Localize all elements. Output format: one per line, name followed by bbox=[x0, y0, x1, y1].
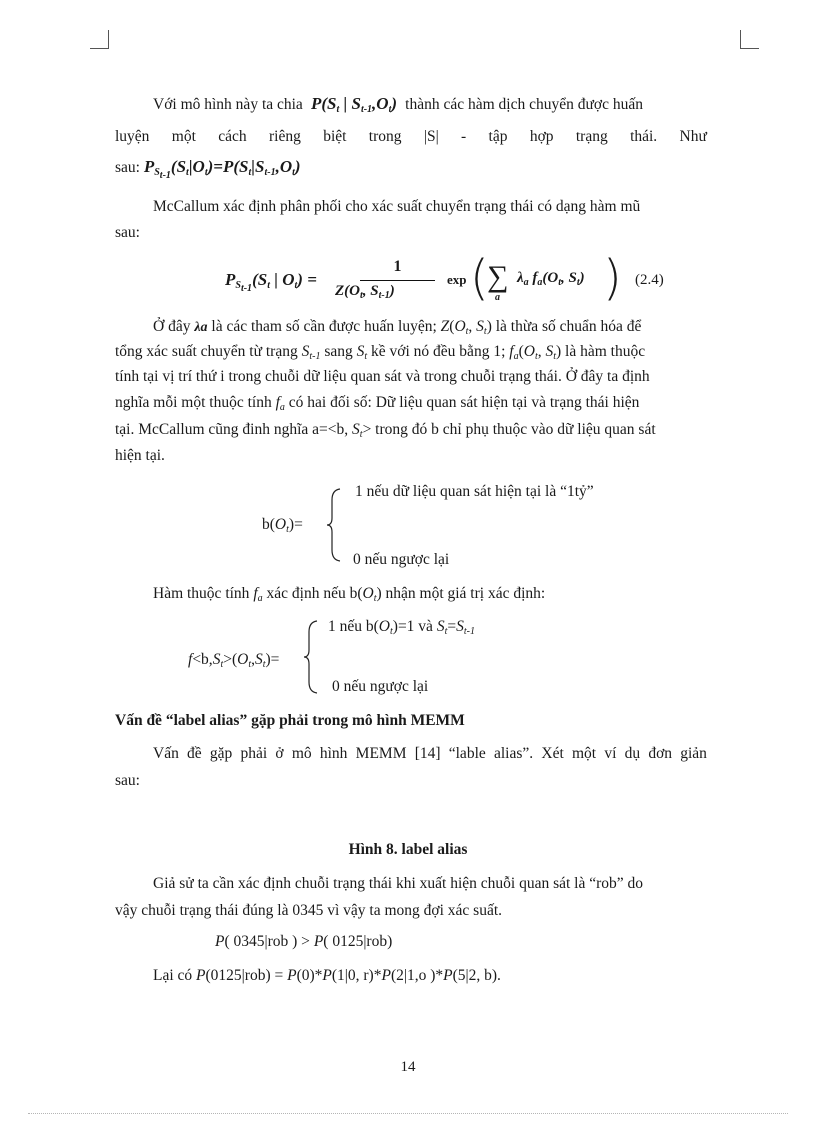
word: một bbox=[171, 128, 196, 145]
sum-index: a bbox=[495, 292, 500, 303]
para3-line3: tính tại vị trí thứ i trong chuỗi dữ liệu quan sát và trong chuỗi trạng thái. Ở đây ta định bbox=[115, 368, 650, 385]
case1-row2: 0 nếu ngược lại bbox=[353, 551, 450, 568]
word: Vấn bbox=[153, 745, 179, 762]
word: dụ bbox=[624, 745, 641, 762]
word: |S| bbox=[423, 128, 439, 145]
word: alias”. bbox=[493, 745, 534, 762]
word: hình bbox=[319, 745, 348, 762]
case2-row1: 1 nếu $b(O_t)=1$ và $S_t=S_{t-1}$ bbox=[328, 618, 475, 637]
word: [14] bbox=[414, 745, 441, 762]
word: gặp bbox=[209, 745, 233, 762]
word: giản bbox=[680, 745, 707, 762]
probability-inequality: P( 0345|rob ) > P( 0125|rob) bbox=[215, 933, 393, 950]
bottom-dotted-rule bbox=[28, 1113, 788, 1114]
para5-line2: sau: bbox=[115, 772, 140, 789]
para2-line2: sau: bbox=[115, 224, 140, 241]
para3-line2: tổng xác suất chuyển từ trạng $S_{t-1}$ sang $S_t$ kề với nó đều bằng 1; $f_a(O_t$, $S_t$) là hàm thuộc bbox=[115, 343, 646, 362]
para3-line4: nghĩa mỗi một thuộc tính $f_a$ có hai đối số: Dữ liệu quan sát hiện tại và trạng thái hiện bbox=[115, 394, 640, 413]
crop-mark-top-left bbox=[90, 30, 109, 49]
word: thái. bbox=[630, 128, 658, 145]
exp-label: exp bbox=[447, 272, 467, 287]
equation-lhs: $P_{S_{t-1}}(S_t$ | $O_t$) = bbox=[225, 270, 317, 294]
word: đơn bbox=[648, 745, 673, 762]
para2-line1: McCallum xác định phân phối cho xác suất chuyển trạng thái có dạng hàm mũ bbox=[153, 198, 641, 215]
para1-line1 bbox=[153, 94, 643, 115]
figure-caption: Hình 8. label alias bbox=[348, 841, 468, 858]
para3-line6: hiện tại. bbox=[115, 447, 165, 464]
page-number: 14 bbox=[400, 1059, 416, 1075]
word: riêng bbox=[268, 128, 301, 145]
para1-line2 bbox=[115, 127, 707, 147]
para1-text-a: Với mô hình này ta chia bbox=[153, 96, 303, 113]
para3-line1: Ở đây λa là các tham số cần được huấn luyện; $Z(O_t$, $S_t$) là thừa số chuẩn hóa để bbox=[153, 318, 642, 337]
sum-icon: ∑ bbox=[487, 260, 509, 293]
word: MEMM bbox=[355, 745, 407, 762]
sum-body: $\lambda_a$ $f_a(O_t$, $S_t$) bbox=[517, 270, 585, 288]
fraction-bar bbox=[360, 280, 435, 281]
para1-inline-formula: $P(S_t$ | $S_{t-1},O_t$) bbox=[306, 94, 402, 115]
section-heading: Vấn đề “label alias” gặp phải trong mô hình MEMM bbox=[115, 712, 465, 729]
word: “lable bbox=[448, 745, 486, 762]
case2-label: $f<b,S_t>(O_t,S_t)=$ bbox=[188, 651, 280, 670]
para3-line5: tại. McCallum cũng đinh nghĩa a=<b, $S_t>$ trong đó b chỉ phụ thuộc vào dữ liệu quan sát bbox=[115, 421, 656, 440]
word: - bbox=[461, 128, 467, 145]
word: mô bbox=[291, 745, 312, 762]
para6-line1: Giả sử ta cần xác định chuỗi trạng thái khi xuất hiện chuỗi quan sát là “rob” do bbox=[153, 875, 644, 892]
word: trạng bbox=[575, 128, 608, 145]
para1-sau-label: sau: bbox=[115, 159, 140, 176]
para1-text-b: thành các hàm dịch chuyển được huấn bbox=[405, 96, 643, 113]
para4-line: Hàm thuộc tính $f_a$ xác định nếu $b(O_t)$ nhận một giá trị xác định: bbox=[153, 585, 546, 604]
case1-label: $b(O_t)=$ bbox=[262, 516, 303, 535]
word: Như bbox=[679, 128, 707, 145]
word: trong bbox=[368, 128, 402, 145]
case2-row2: 0 nếu ngược lại bbox=[332, 678, 429, 695]
para7-line: Lại có P(0125|rob) = P(0)*P(1|0, r)*P(2|1,o )*P(5|2, b). bbox=[153, 967, 501, 984]
equation-2-4 bbox=[225, 252, 645, 312]
case1-brace bbox=[326, 488, 342, 562]
left-paren: ( bbox=[470, 250, 489, 306]
equation-number: (2.4) bbox=[635, 272, 664, 288]
equation-numerator: 1 bbox=[393, 258, 402, 275]
para6-line2: vậy chuỗi trạng thái đúng là 0345 vì vậy ta mong đợi xác suất. bbox=[115, 902, 503, 919]
word: ví bbox=[604, 745, 617, 762]
case1-row1: 1 nếu dữ liệu quan sát hiện tại là “1tỷ” bbox=[355, 483, 594, 500]
right-paren: ) bbox=[603, 250, 622, 306]
word: một bbox=[571, 745, 597, 762]
para1-display-formula: $P_{S_{t-1}}(S_t|O_t)=P(S_t|S_{t-1},O_t)$ bbox=[143, 157, 301, 181]
crop-mark-top-right bbox=[740, 30, 759, 49]
word: luyện bbox=[115, 128, 150, 145]
equation-denominator: $Z(O_t$, $S_{t-1}$) bbox=[335, 283, 395, 301]
word: đề bbox=[187, 745, 202, 762]
word: ở bbox=[275, 745, 284, 762]
case2-brace bbox=[303, 620, 319, 694]
word: phải bbox=[240, 745, 268, 762]
word: Xét bbox=[541, 745, 564, 762]
word: cách bbox=[218, 128, 247, 145]
para5-line1 bbox=[153, 744, 707, 764]
word: hợp bbox=[529, 128, 554, 145]
para1-line3 bbox=[115, 157, 301, 181]
word: biệt bbox=[323, 128, 347, 145]
word: tập bbox=[488, 128, 508, 145]
